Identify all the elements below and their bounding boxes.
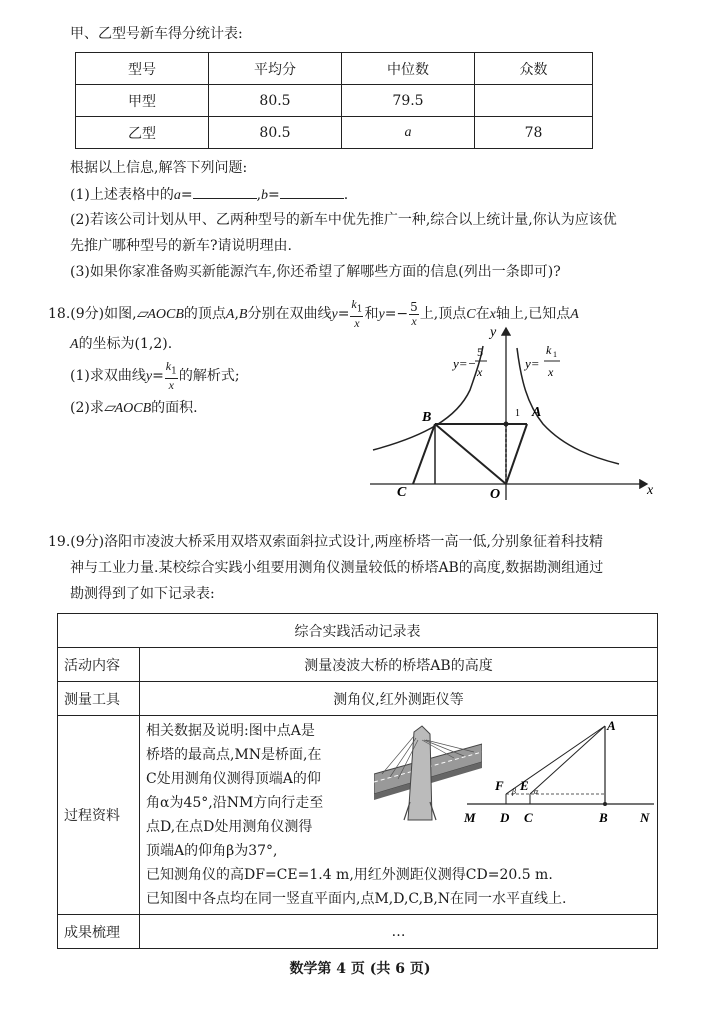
label-b: B bbox=[599, 810, 608, 825]
table-header-cell: 中位数 bbox=[342, 53, 475, 85]
left-curve-label: y=− bbox=[453, 356, 477, 371]
label-e: E bbox=[520, 778, 529, 793]
row-value: … bbox=[140, 915, 658, 949]
answer-blank-a[interactable] bbox=[193, 184, 257, 199]
table-cell: 80.5 bbox=[209, 117, 342, 149]
answer-blank-b[interactable] bbox=[280, 184, 344, 199]
q17-part1: (1)上述表格中的a= ,b= . bbox=[70, 184, 348, 206]
point-c-label: C bbox=[397, 485, 407, 500]
q17-part3: (3)如果你家准备购买新能源汽车,你还希望了解哪些方面的信息(列出一条即可)? bbox=[70, 264, 561, 280]
table-cell: a bbox=[342, 117, 475, 149]
right-curve-label: y= bbox=[525, 356, 540, 371]
q19-line2: 神与工业力量.某校综合实践小组要用测角仪测量较低的桥塔AB的高度,数据勘测组通过 bbox=[70, 560, 604, 576]
right-curve-num: k bbox=[546, 343, 552, 357]
table-row bbox=[58, 682, 658, 716]
table-cell: 79.5 bbox=[342, 85, 475, 117]
side-ao bbox=[506, 424, 527, 484]
q19-line1: 19.(9分)洛阳市凌波大桥采用双塔双索面斜拉式设计,两座桥塔一高一低,分别象征着科技精 bbox=[48, 534, 604, 550]
label-f: F bbox=[495, 778, 504, 793]
table-header-row bbox=[76, 53, 593, 85]
sight-line-ea bbox=[530, 726, 605, 794]
row-label: 过程资料 bbox=[58, 716, 140, 915]
process-cell bbox=[140, 716, 658, 915]
row-label: 成果梳理 bbox=[58, 915, 140, 949]
left-curve-den: x bbox=[477, 365, 483, 379]
label-a: A bbox=[607, 718, 616, 733]
right-curve-subscript: 1 bbox=[553, 350, 557, 359]
measurement-diagram bbox=[462, 718, 658, 826]
row-label: 活动内容 bbox=[58, 648, 140, 682]
side-cb bbox=[413, 424, 435, 484]
point-b bbox=[603, 802, 607, 806]
page-footer: 数学第 4 页 (共 6 页) bbox=[289, 961, 431, 977]
table-row bbox=[76, 117, 593, 149]
right-curve-den: x bbox=[548, 365, 554, 379]
row-label: 测量工具 bbox=[58, 682, 140, 716]
table-cell: 乙型 bbox=[76, 117, 209, 149]
stats-table bbox=[75, 52, 593, 149]
row-value: 测角仪,红外测距仪等 bbox=[140, 682, 658, 716]
label-d: D bbox=[500, 810, 510, 825]
point-b-label: B bbox=[422, 410, 432, 425]
table-row bbox=[58, 648, 658, 682]
table-row bbox=[58, 915, 658, 949]
record-table-title: 综合实践活动记录表 bbox=[58, 614, 658, 648]
q19-line3: 勘测得到了如下记录表: bbox=[70, 586, 215, 602]
point-o-label: O bbox=[490, 487, 501, 502]
table-cell: 甲型 bbox=[76, 85, 209, 117]
stats-table-caption: 甲、乙型号新车得分统计表: bbox=[70, 26, 243, 42]
row-value: 测量凌波大桥的桥塔AB的高度 bbox=[140, 648, 658, 682]
record-table bbox=[57, 613, 658, 949]
label-c: C bbox=[524, 810, 533, 825]
left-curve-num: 5 bbox=[477, 345, 483, 359]
q18-stem-line2: A的坐标为(1,2). bbox=[70, 336, 173, 352]
q17-part2-line2: 先推广哪种型号的新车?请说明理由. bbox=[70, 238, 292, 254]
diagonal-bo bbox=[435, 424, 506, 484]
table-header-cell: 型号 bbox=[76, 53, 209, 85]
table-row bbox=[76, 85, 593, 117]
point-a-label: A bbox=[532, 405, 542, 420]
hyperbola-graph bbox=[365, 318, 665, 508]
process-desc: 相关数据及说明:图中点A是 桥塔的最高点,MN是桥面,在 C处用测角仪测得顶端A的仰 角α为45°,沿NM方向行走至 点D,在点D处用测角仪测得 顶端A的仰角β为37°, 已知测角仪的高DF=CE=1.4 m,用红外测距仪测得CD=20.5 m. 已知图中各点均在同一竖直平面内,点M,D,C,B,N在同一水平直线上. bbox=[146, 723, 567, 907]
label-n: N bbox=[640, 810, 650, 825]
q17-part2-line1: (2)若该公司计划从甲、乙两种型号的新车中优先推广一种,综合以上统计量,你认为应该优 bbox=[70, 212, 617, 228]
q18-stem: 18.(9分)如图,▱AOCB的顶点A,B分别在双曲线y= $\frac{k_1}{x}$ 和y=− $\frac{5}{x}$ 上,顶点C在x轴上,已知点A bbox=[48, 297, 579, 331]
table-cell: 78 bbox=[475, 117, 593, 149]
q18-sub1: (1)求双曲线y= $\frac{k_1}{x}$ 的解析式; bbox=[70, 359, 240, 393]
label-alpha: α bbox=[534, 787, 539, 796]
label-m: M bbox=[464, 810, 476, 825]
label-beta: β bbox=[512, 787, 516, 796]
table-cell: 80.5 bbox=[209, 85, 342, 117]
y-axis-label: y bbox=[490, 325, 497, 340]
x-axis-label: x bbox=[647, 483, 654, 498]
tick-label-1: 1 bbox=[515, 408, 520, 419]
q18-sub2: (2)求▱AOCB的面积. bbox=[70, 400, 198, 416]
table-cell bbox=[475, 85, 593, 117]
q17-intro: 根据以上信息,解答下列问题: bbox=[70, 160, 248, 176]
table-row bbox=[58, 716, 658, 915]
axis-intersection-point bbox=[504, 422, 509, 427]
table-header-cell: 众数 bbox=[475, 53, 593, 85]
table-header-cell: 平均分 bbox=[209, 53, 342, 85]
